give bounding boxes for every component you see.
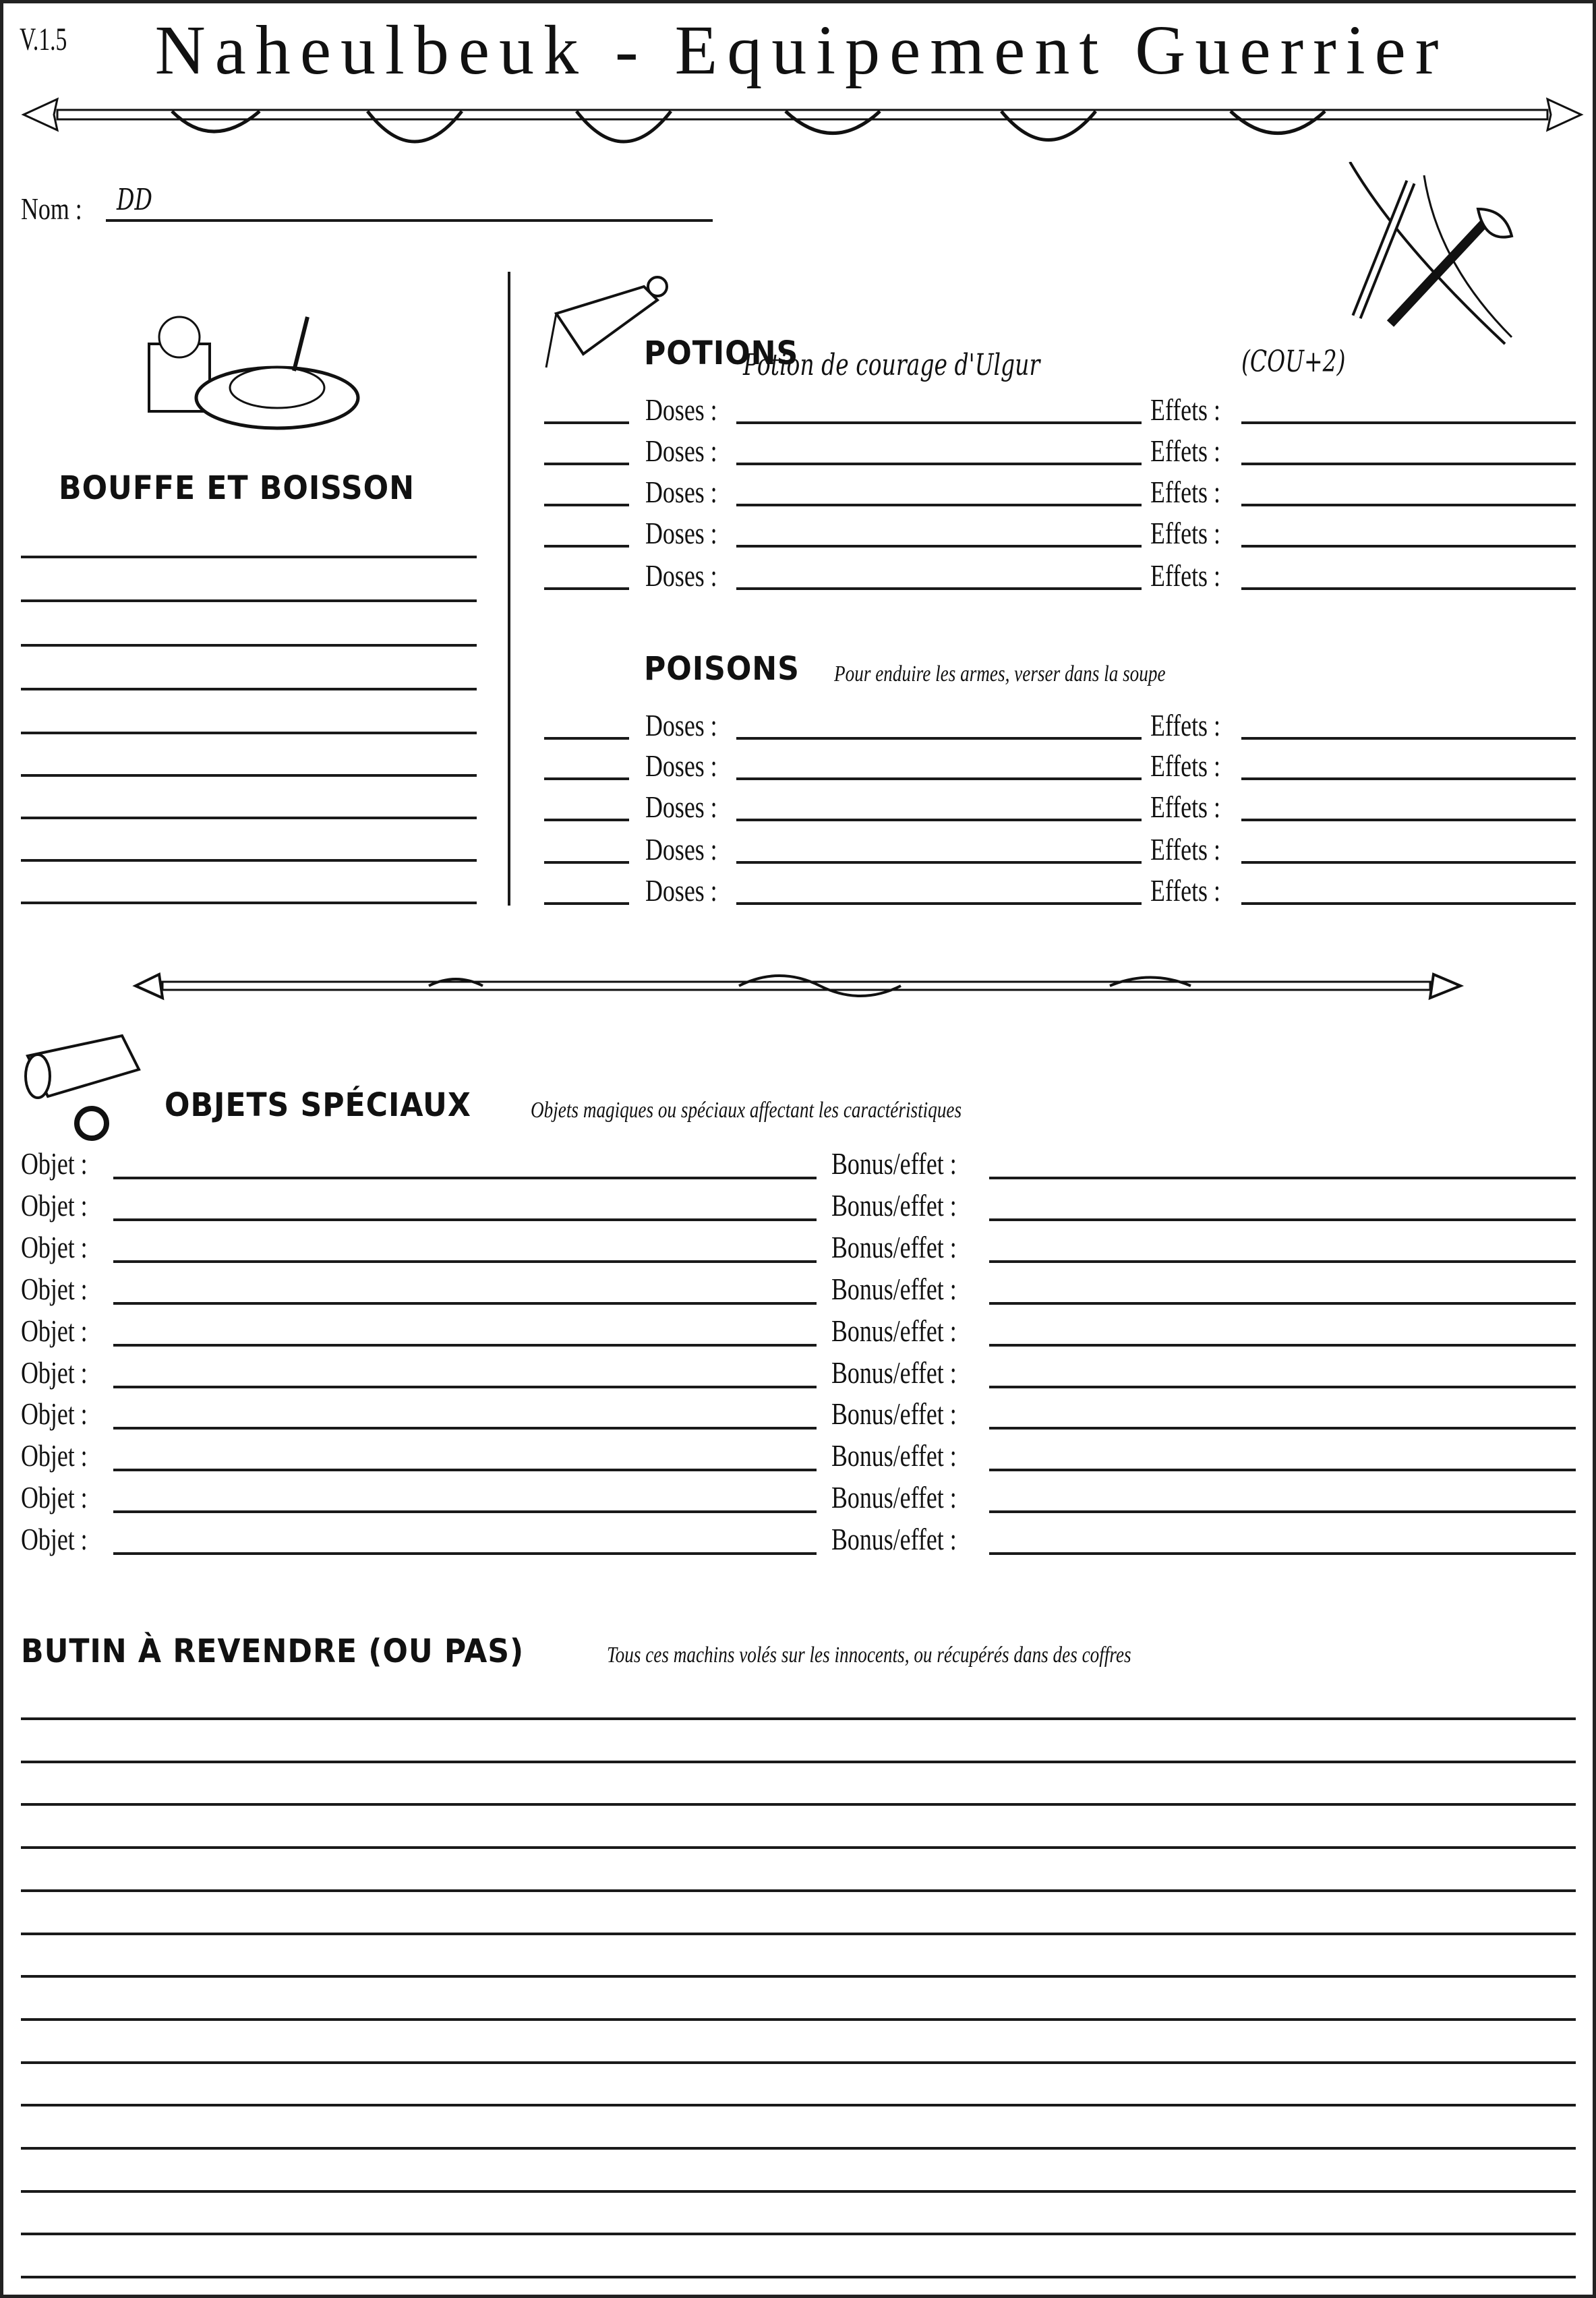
effects-line[interactable] bbox=[1241, 861, 1576, 864]
bonus-line[interactable] bbox=[989, 1260, 1576, 1263]
version-label: V.1.5 bbox=[20, 22, 67, 57]
crossed-weapons-icon bbox=[1336, 162, 1532, 354]
quantity-line[interactable] bbox=[544, 737, 629, 740]
potions-title: POTIONS bbox=[644, 334, 799, 372]
quantity-line[interactable] bbox=[544, 504, 629, 506]
loot-line[interactable] bbox=[21, 1933, 1576, 1935]
effects-line[interactable] bbox=[1241, 737, 1576, 740]
object-label: Objet : bbox=[21, 1355, 88, 1390]
bonus-label: Bonus/effet : bbox=[831, 1230, 957, 1264]
doses-label: Doses : bbox=[645, 392, 717, 427]
doses-label: Doses : bbox=[645, 790, 717, 824]
food-line[interactable] bbox=[21, 688, 477, 690]
quantity-line[interactable] bbox=[544, 902, 629, 905]
food-line[interactable] bbox=[21, 902, 477, 904]
food-line[interactable] bbox=[21, 556, 477, 558]
doses-line[interactable] bbox=[736, 777, 1142, 780]
doses-line[interactable] bbox=[736, 587, 1142, 590]
bonus-line[interactable] bbox=[989, 1510, 1576, 1513]
object-label: Objet : bbox=[21, 1480, 88, 1514]
object-label: Objet : bbox=[21, 1230, 88, 1264]
doses-line[interactable] bbox=[736, 421, 1142, 424]
object-line[interactable] bbox=[113, 1344, 817, 1347]
name-field-line[interactable] bbox=[106, 219, 713, 222]
object-label: Objet : bbox=[21, 1522, 88, 1556]
doses-label: Doses : bbox=[645, 434, 717, 468]
object-line[interactable] bbox=[113, 1260, 817, 1263]
bonus-line[interactable] bbox=[989, 1386, 1576, 1388]
object-label: Objet : bbox=[21, 1396, 88, 1431]
bonus-label: Bonus/effet : bbox=[831, 1188, 957, 1222]
object-line[interactable] bbox=[113, 1469, 817, 1471]
doses-line[interactable] bbox=[736, 504, 1142, 506]
food-icon bbox=[142, 303, 365, 438]
effects-line[interactable] bbox=[1241, 504, 1576, 506]
object-label: Objet : bbox=[21, 1272, 88, 1306]
food-title: BOUFFE ET BOISSON bbox=[59, 469, 415, 507]
doses-line[interactable] bbox=[736, 737, 1142, 740]
doses-line[interactable] bbox=[736, 861, 1142, 864]
doses-label: Doses : bbox=[645, 516, 717, 550]
effects-label: Effets : bbox=[1150, 516, 1220, 550]
effects-label: Effets : bbox=[1150, 873, 1220, 908]
quantity-line[interactable] bbox=[544, 777, 629, 780]
name-label: Nom : bbox=[21, 192, 82, 226]
effects-line[interactable] bbox=[1241, 777, 1576, 780]
bonus-line[interactable] bbox=[989, 1427, 1576, 1430]
doses-label: Doses : bbox=[645, 475, 717, 509]
bonus-line[interactable] bbox=[989, 1218, 1576, 1221]
effects-label: Effets : bbox=[1150, 748, 1220, 783]
bonus-line[interactable] bbox=[989, 1302, 1576, 1305]
poisons-subtitle: Pour enduire les armes, verser dans la soupe bbox=[834, 661, 1166, 686]
effects-line[interactable] bbox=[1241, 587, 1576, 590]
food-line[interactable] bbox=[21, 774, 477, 777]
bonus-label: Bonus/effet : bbox=[831, 1522, 957, 1556]
doses-line[interactable] bbox=[736, 545, 1142, 548]
effects-label: Effets : bbox=[1150, 434, 1220, 468]
loot-line[interactable] bbox=[21, 1975, 1576, 1978]
special-title: OBJETS SPÉCIAUX bbox=[165, 1086, 471, 1124]
food-line[interactable] bbox=[21, 644, 477, 647]
object-label: Objet : bbox=[21, 1146, 88, 1181]
bonus-label: Bonus/effet : bbox=[831, 1480, 957, 1514]
bonus-line[interactable] bbox=[989, 1344, 1576, 1347]
food-line[interactable] bbox=[21, 599, 477, 602]
object-label: Objet : bbox=[21, 1188, 88, 1222]
food-line[interactable] bbox=[21, 859, 477, 862]
spear-border-icon bbox=[17, 91, 1588, 152]
doses-line[interactable] bbox=[736, 902, 1142, 905]
effects-line[interactable] bbox=[1241, 819, 1576, 821]
bonus-line[interactable] bbox=[989, 1177, 1576, 1179]
name-value[interactable]: DD bbox=[117, 183, 152, 217]
page-title: Naheulbeuk - Equipement Guerrier bbox=[154, 11, 1448, 89]
loot-line[interactable] bbox=[21, 2018, 1576, 2021]
bonus-label: Bonus/effet : bbox=[831, 1272, 957, 1306]
poisons-title: POISONS bbox=[644, 650, 800, 688]
doses-label: Doses : bbox=[645, 748, 717, 783]
bonus-label: Bonus/effet : bbox=[831, 1146, 957, 1181]
object-line[interactable] bbox=[113, 1386, 817, 1388]
loot-line[interactable] bbox=[21, 2233, 1576, 2235]
loot-line[interactable] bbox=[21, 1717, 1576, 1720]
potion-handwritten-name[interactable]: Potion de courage d'Ulgur bbox=[743, 348, 1040, 382]
object-line[interactable] bbox=[113, 1218, 817, 1221]
doses-line[interactable] bbox=[736, 463, 1142, 465]
effects-line[interactable] bbox=[1241, 902, 1576, 905]
effects-line[interactable] bbox=[1241, 421, 1576, 424]
bonus-label: Bonus/effet : bbox=[831, 1314, 957, 1348]
food-line[interactable] bbox=[21, 732, 477, 734]
bonus-label: Bonus/effet : bbox=[831, 1396, 957, 1431]
effects-label: Effets : bbox=[1150, 558, 1220, 593]
loot-line[interactable] bbox=[21, 1761, 1576, 1763]
loot-line[interactable] bbox=[21, 1889, 1576, 1892]
effects-label: Effets : bbox=[1150, 475, 1220, 509]
loot-line[interactable] bbox=[21, 1846, 1576, 1849]
bonus-label: Bonus/effet : bbox=[831, 1438, 957, 1473]
loot-line[interactable] bbox=[21, 2147, 1576, 2150]
loot-title: BUTIN À REVENDRE (OU PAS) bbox=[21, 1632, 525, 1670]
column-divider bbox=[508, 272, 510, 906]
quantity-line[interactable] bbox=[544, 819, 629, 821]
special-subtitle: Objets magiques ou spéciaux affectant les caractéristiques bbox=[531, 1098, 962, 1123]
effects-line[interactable] bbox=[1241, 545, 1576, 548]
quantity-line[interactable] bbox=[544, 463, 629, 465]
quantity-line[interactable] bbox=[544, 421, 629, 424]
effects-label: Effets : bbox=[1150, 392, 1220, 427]
loot-line[interactable] bbox=[21, 2061, 1576, 2064]
object-label: Objet : bbox=[21, 1438, 88, 1473]
loot-line[interactable] bbox=[21, 2190, 1576, 2193]
bonus-line[interactable] bbox=[989, 1552, 1576, 1555]
doses-label: Doses : bbox=[645, 558, 717, 593]
scroll-ring-icon bbox=[21, 1029, 162, 1144]
quantity-line[interactable] bbox=[544, 587, 629, 590]
object-line[interactable] bbox=[113, 1177, 817, 1179]
quantity-line[interactable] bbox=[544, 545, 629, 548]
object-line[interactable] bbox=[113, 1302, 817, 1305]
object-line[interactable] bbox=[113, 1552, 817, 1555]
potion-handwritten-effect[interactable]: (COU+2) bbox=[1241, 345, 1346, 379]
effects-label: Effets : bbox=[1150, 790, 1220, 824]
object-line[interactable] bbox=[113, 1427, 817, 1430]
effects-label: Effets : bbox=[1150, 708, 1220, 742]
bonus-label: Bonus/effet : bbox=[831, 1355, 957, 1390]
loot-line[interactable] bbox=[21, 2276, 1576, 2278]
doses-line[interactable] bbox=[736, 819, 1142, 821]
effects-line[interactable] bbox=[1241, 463, 1576, 465]
quantity-line[interactable] bbox=[544, 861, 629, 864]
loot-line[interactable] bbox=[21, 1803, 1576, 1806]
object-line[interactable] bbox=[113, 1510, 817, 1513]
doses-label: Doses : bbox=[645, 873, 717, 908]
staff-border-icon bbox=[132, 964, 1464, 1008]
doses-label: Doses : bbox=[645, 708, 717, 742]
object-label: Objet : bbox=[21, 1314, 88, 1348]
food-line[interactable] bbox=[21, 817, 477, 819]
doses-label: Doses : bbox=[645, 832, 717, 866]
effects-label: Effets : bbox=[1150, 832, 1220, 866]
loot-subtitle: Tous ces machins volés sur les innocents, ou récupérés dans des coffres bbox=[607, 1643, 1131, 1668]
bonus-line[interactable] bbox=[989, 1469, 1576, 1471]
loot-line[interactable] bbox=[21, 2104, 1576, 2106]
